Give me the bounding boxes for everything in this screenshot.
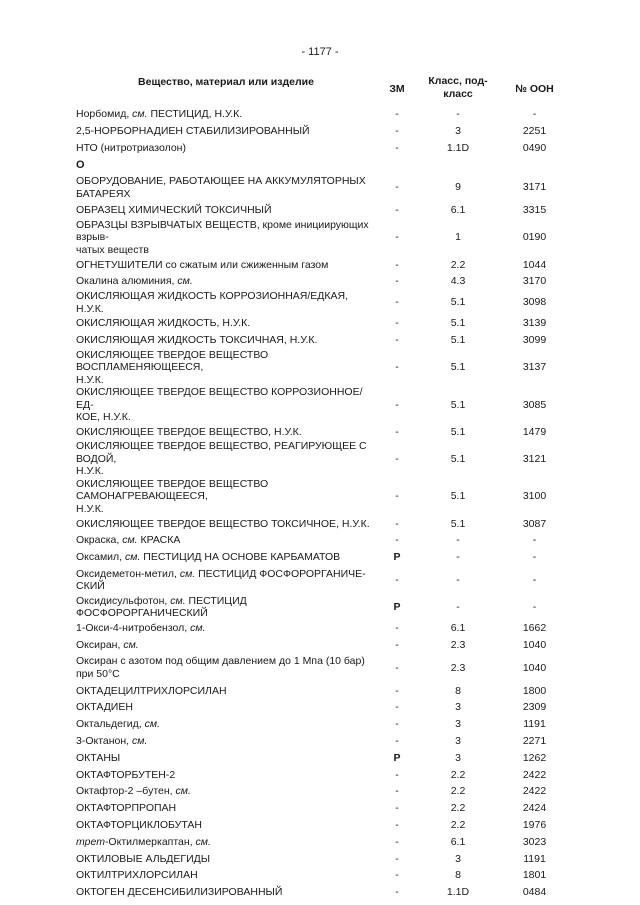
- table-row: [76, 478, 565, 516]
- cell-name: ОКТАФТОРЦИКЛОБУТАН: [76, 818, 202, 831]
- cell-un-number: 3087: [522, 517, 547, 530]
- cell-un-number: 1191: [523, 852, 546, 865]
- cell-class: 5.1: [450, 361, 466, 374]
- cell-class: 1.1D: [446, 141, 470, 154]
- table-row: [76, 566, 565, 595]
- cell-zm: -: [395, 141, 399, 154]
- cell-class: 3: [455, 852, 461, 865]
- table-row: [76, 750, 565, 767]
- cell-class: 2.2: [450, 785, 466, 798]
- cell-zm: -: [395, 334, 399, 347]
- cell-un-number: 1662: [522, 622, 547, 634]
- table-row: [76, 682, 565, 699]
- cell-zm: -: [395, 425, 399, 438]
- cell-class: 3: [455, 734, 461, 747]
- cell-zm: -: [395, 231, 399, 244]
- cell-name: ОКТОГЕН ДЕСЕНСИБИЛИЗИРОВАННЫЙ: [76, 886, 283, 899]
- table-row: [76, 202, 565, 219]
- cell-class: -: [456, 108, 460, 121]
- table-row: [76, 867, 565, 884]
- cell-zm: -: [395, 818, 399, 831]
- cell-class: 1.1D: [446, 886, 470, 899]
- table-row: [76, 834, 565, 851]
- cell-name: НТО (нитротриазолон): [76, 141, 186, 154]
- cell-zm: -: [395, 361, 399, 374]
- cell-class: 9: [455, 181, 461, 194]
- cell-zm: -: [395, 785, 399, 798]
- table-row: [76, 219, 565, 257]
- cell-name: ОБРАЗЦЫ ВЗРЫВЧАТЫХ ВЕЩЕСТВ, кроме инициирующих взрыв- чатых веществ: [76, 218, 369, 256]
- cell-zm: -: [395, 398, 399, 411]
- cell-class: 5.1: [450, 517, 466, 530]
- cell-class: 8: [455, 869, 461, 882]
- cell-class: 1: [455, 231, 461, 244]
- table-row: [76, 424, 565, 441]
- cell-name: 3-Октанон, см.: [76, 734, 148, 747]
- cell-class: 3: [455, 701, 461, 714]
- cell-un-number: 3171: [522, 181, 547, 194]
- column-header-name: Вещество, материал или изделие: [138, 76, 314, 88]
- cell-class: 2.2: [450, 258, 466, 271]
- table-row: [76, 800, 565, 817]
- table-row: [76, 716, 565, 733]
- cell-name: ОКИСЛЯЮЩЕЕ ТВЕРДОЕ ВЕЩЕСТВО ТОКСИЧНОЕ, Н.У.К.: [76, 517, 370, 530]
- cell-zm: Р: [393, 751, 401, 764]
- cell-class: 2.3: [450, 638, 466, 651]
- table-row: [76, 783, 565, 800]
- cell-class: 5.1: [450, 452, 466, 465]
- cell-zm: -: [395, 718, 399, 731]
- cell-class: 5.1: [450, 296, 466, 309]
- cell-name: ОКТАФТОРПРОПАН: [76, 802, 177, 815]
- cell-zm: Р: [393, 551, 401, 564]
- cell-un-number: 3170: [522, 275, 547, 288]
- cell-un-number: 2251: [522, 124, 547, 137]
- cell-un-number: 1800: [522, 684, 547, 697]
- cell-name: ОКИСЛЯЮЩЕЕ ТВЕРДОЕ ВЕЩЕСТВО КОРРОЗИОННОЕ/ЕД- КОЕ, Н.У.К.: [76, 386, 363, 424]
- cell-zm: -: [395, 638, 399, 651]
- cell-name: ОКТАНЫ: [76, 751, 121, 764]
- cell-name: ОКТИЛТРИХЛОРСИЛАН: [76, 869, 198, 882]
- cell-name: ОГНЕТУШИТЕЛИ со сжатым или сжиженным газом: [76, 258, 329, 271]
- cell-zm: -: [395, 204, 399, 217]
- cell-zm: -: [395, 701, 399, 714]
- cell-un-number: -: [532, 534, 537, 547]
- cell-un-number: 3315: [522, 204, 547, 217]
- table-header-row: [76, 72, 565, 106]
- cell-name: ОКИСЛЯЮЩАЯ ЖИДКОСТЬ ТОКСИЧНАЯ, Н.У.К.: [76, 334, 318, 347]
- cell-un-number: 1262: [522, 751, 547, 764]
- table-row: [76, 106, 565, 123]
- cell-name: Октафтор-2 –бутен, см.: [76, 785, 191, 798]
- cell-zm: [376, 156, 418, 173]
- table-row: [76, 173, 565, 202]
- cell-name: ОКИСЛЯЮЩЕЕ ТВЕРДОЕ ВЕЩЕСТВО, Н.У.К.: [76, 425, 302, 438]
- cell-zm: -: [395, 734, 399, 747]
- cell-un-number: 2422: [522, 768, 547, 781]
- cell-un-number: 0490: [522, 141, 547, 154]
- cell-name: Окалина алюминия, см.: [76, 275, 193, 288]
- cell-name: ОКТАДЕЦИЛТРИХЛОРСИЛАН: [76, 684, 227, 697]
- cell-un-number: 0484: [522, 886, 547, 899]
- cell-class: 3: [455, 751, 461, 764]
- cell-un-number: 3100: [522, 490, 547, 503]
- cell-zm: -: [395, 802, 399, 815]
- cell-un-number: -: [532, 574, 537, 587]
- cell-zm: Р: [393, 601, 401, 614]
- substance-table: [76, 72, 565, 901]
- cell-name: ОКИСЛЯЮЩАЯ ЖИДКОСТЬ КОРРОЗИОННАЯ/ЕДКАЯ, Н.У.К.: [76, 290, 349, 315]
- table-row: [76, 733, 565, 750]
- cell-class: 3: [455, 718, 461, 731]
- cell-zm: -: [395, 661, 399, 674]
- cell-zm: -: [395, 684, 399, 697]
- cell-name: ОБОРУДОВАНИЕ, РАБОТАЮЩЕЕ НА АККУМУЛЯТОРНЫХ БАТАРЕЯХ: [76, 175, 366, 200]
- cell-name: 1-Окси-4-нитробензол, см.: [76, 622, 206, 634]
- table-row: [76, 637, 565, 654]
- table-row: [76, 123, 565, 140]
- cell-name: Оксиран с азотом под общим давлением до 1 Мпа (10 бар) при 50°C: [76, 655, 365, 680]
- cell-un-number: 3098: [522, 296, 547, 309]
- cell-name: трет-Октилмеркаптан, см.: [76, 835, 211, 848]
- cell-zm: -: [395, 317, 399, 330]
- table-row: [76, 273, 565, 290]
- cell-class: 6.1: [450, 835, 466, 848]
- cell-name: Оксидисульфотон, см. ПЕСТИЦИД ФОСФОРОРГАНИЧЕСКИЙ: [76, 594, 247, 620]
- cell-un-number: 2422: [522, 785, 547, 798]
- cell-class: 6.1: [450, 204, 466, 217]
- table-row: [76, 140, 565, 157]
- table-row: [76, 332, 565, 349]
- cell-un-number: 1479: [522, 425, 547, 438]
- cell-name: ОКИСЛЯЮЩЕЕ ТВЕРДОЕ ВЕЩЕСТВО, РЕАГИРУЮЩЕЕ С ВОДОЙ, Н.У.К.: [76, 440, 367, 478]
- cell-zm: -: [395, 258, 399, 271]
- cell-class: 5.1: [450, 398, 466, 411]
- column-header-zm: ЗМ: [389, 83, 405, 95]
- cell-name: ОКТАФТОРБУТЕН-2: [76, 768, 176, 781]
- cell-un-number: 2424: [522, 802, 547, 815]
- table-row: [76, 549, 565, 566]
- cell-name: Оксиран, см.: [76, 638, 139, 651]
- cell-name: Оксамил, см. ПЕСТИЦИД НА ОСНОВЕ КАРБАМАТОВ: [76, 551, 341, 564]
- cell-name: Оксидеметон-метил, см. ПЕСТИЦИД ФОСФОРОРГАНИЧЕ- СКИЙ: [76, 567, 366, 593]
- cell-class: 2.2: [450, 768, 466, 781]
- cell-class: 5.1: [450, 317, 466, 330]
- cell-zm: -: [395, 886, 399, 899]
- cell-zm: -: [395, 852, 399, 865]
- cell-un-number: 3121: [522, 452, 547, 465]
- cell-name: О: [76, 158, 85, 171]
- cell-class: 5.1: [450, 334, 466, 347]
- cell-un-number: 1191: [523, 718, 546, 731]
- cell-class: [418, 156, 498, 173]
- cell-un-number: -: [532, 108, 537, 121]
- cell-name: ОКИСЛЯЮЩАЯ ЖИДКОСТЬ, Н.У.К.: [76, 317, 251, 330]
- table-row: [76, 515, 565, 532]
- cell-name: 2,5-НОРБОРНАДИЕН СТАБИЛИЗИРОВАННЫЙ: [76, 124, 310, 137]
- cell-class: -: [456, 551, 460, 564]
- cell-zm: -: [395, 490, 399, 503]
- table-row: [76, 850, 565, 867]
- cell-class: 8: [455, 684, 461, 697]
- cell-class: -: [456, 534, 460, 547]
- cell-class: 4.3: [450, 275, 466, 288]
- table-row: [76, 699, 565, 716]
- cell-zm: -: [395, 452, 399, 465]
- table-row: [76, 653, 565, 682]
- cell-name: Норбомид, см. ПЕСТИЦИД, Н.У.К.: [76, 108, 243, 121]
- table-body: [76, 106, 565, 901]
- table-row: [76, 315, 565, 332]
- cell-zm: -: [395, 869, 399, 882]
- cell-name: ОБРАЗЕЦ ХИМИЧЕСКИЙ ТОКСИЧНЫЙ: [76, 204, 272, 217]
- cell-name: Окраска, см. КРАСКА: [76, 534, 181, 547]
- cell-class: 6.1: [450, 622, 466, 634]
- cell-un-number: -: [532, 551, 537, 564]
- table-row: [76, 595, 565, 620]
- cell-un-number: 3023: [522, 835, 547, 848]
- column-header-un-number: № ООН: [515, 83, 554, 95]
- cell-zm: -: [395, 181, 399, 194]
- cell-zm: -: [395, 108, 399, 121]
- cell-name: ОКТИЛОВЫЕ АЛЬДЕГИДЫ: [76, 852, 211, 865]
- cell-un-number: -: [532, 601, 537, 614]
- cell-class: 5.1: [450, 425, 466, 438]
- cell-un-number: 1040: [522, 638, 547, 651]
- table-row: [76, 532, 565, 549]
- cell-class: 2.3: [450, 661, 466, 674]
- cell-class: -: [456, 574, 460, 587]
- cell-zm: -: [395, 622, 399, 634]
- table-row: [76, 817, 565, 834]
- cell-un-number: 1801: [522, 869, 547, 882]
- cell-un-number: 0190: [522, 231, 547, 244]
- cell-un-number: 3137: [522, 361, 547, 374]
- cell-un-number: 3099: [522, 334, 547, 347]
- cell-zm: -: [395, 124, 399, 137]
- cell-zm: -: [395, 275, 399, 288]
- table-row: [76, 386, 565, 424]
- cell-un-number: [498, 156, 565, 173]
- table-row: [76, 766, 565, 783]
- table-row: [76, 156, 565, 173]
- table-row: [76, 440, 565, 478]
- cell-zm: -: [395, 835, 399, 848]
- page-number: - 1177 -: [301, 46, 339, 58]
- table-row: [76, 884, 565, 901]
- cell-name: ОКИСЛЯЮЩЕЕ ТВЕРДОЕ ВЕЩЕСТВО САМОНАГРЕВАЮЩЕЕСЯ, Н.У.К.: [76, 477, 269, 515]
- cell-class: 5.1: [450, 490, 466, 503]
- cell-un-number: 3139: [522, 317, 547, 330]
- cell-class: 2.2: [450, 802, 466, 815]
- cell-zm: -: [395, 768, 399, 781]
- cell-zm: -: [395, 574, 399, 587]
- cell-un-number: 1976: [522, 818, 547, 831]
- cell-un-number: 1044: [522, 258, 547, 271]
- cell-un-number: 2309: [522, 701, 547, 714]
- cell-zm: -: [395, 517, 399, 530]
- cell-zm: -: [395, 296, 399, 309]
- cell-un-number: 1040: [522, 661, 547, 674]
- cell-un-number: 3085: [522, 398, 547, 411]
- table-row: [76, 620, 565, 637]
- table-row: [76, 349, 565, 387]
- cell-name: ОКИСЛЯЮЩЕЕ ТВЕРДОЕ ВЕЩЕСТВО ВОСПЛАМЕНЯЮЩЕЕСЯ, Н.У.К.: [76, 348, 269, 386]
- cell-name: Октальдегид, см.: [76, 718, 161, 731]
- cell-un-number: 2271: [522, 734, 547, 747]
- cell-class: 3: [455, 124, 461, 137]
- table-row: [76, 290, 565, 315]
- table-row: [76, 256, 565, 273]
- cell-class: -: [456, 601, 460, 614]
- cell-zm: -: [395, 534, 399, 547]
- cell-name: ОКТАДИЕН: [76, 701, 133, 714]
- cell-class: 2.2: [450, 818, 466, 831]
- column-header-class: Класс, под- класс: [428, 75, 488, 100]
